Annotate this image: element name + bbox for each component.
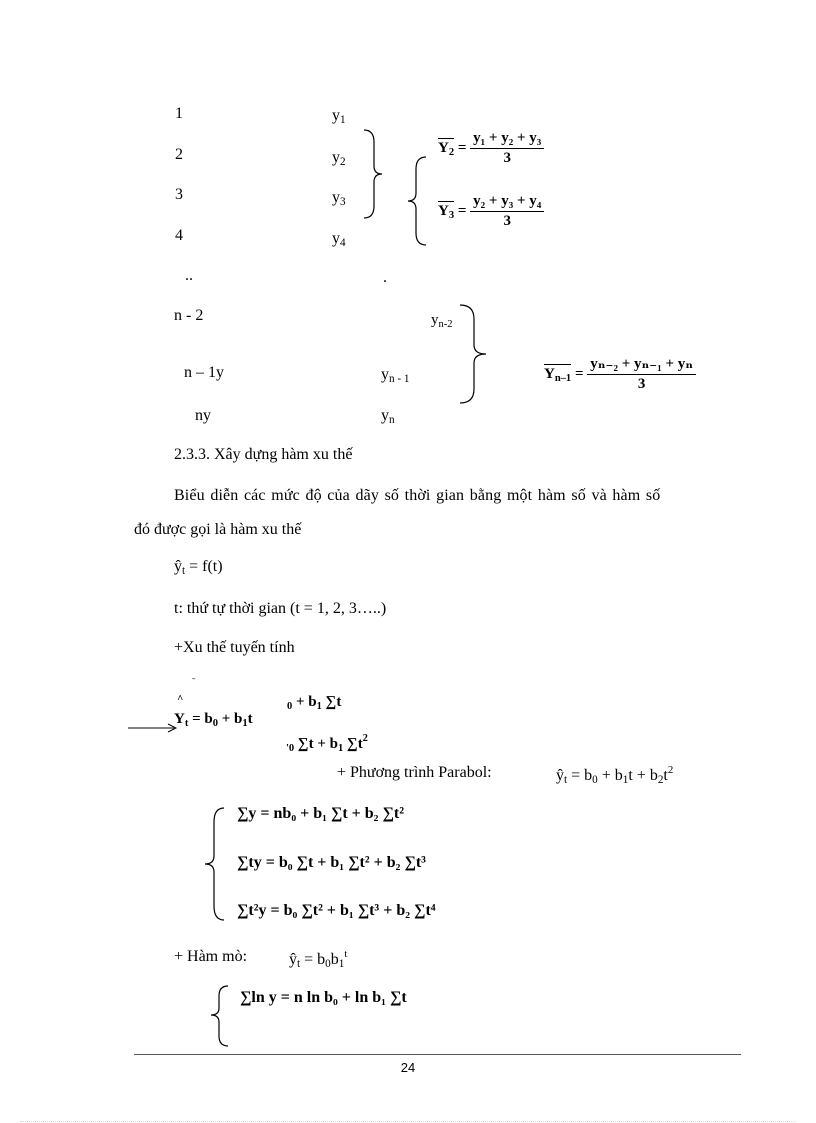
row-1-y-sub: 1 [340,114,346,126]
moving-avg-yn1-fraction [587,357,696,392]
row-1-t: 1 [175,105,183,122]
exponential-formula [289,949,347,970]
linear-eq-rhs: = b [188,711,213,727]
linear-frag1-d: ∑t [321,694,342,710]
exponential-y: ŷ [289,951,297,968]
moving-avg-y3-sub: 3 [448,209,455,221]
linear-eq-b1: 1 [242,718,248,729]
row-3-y [332,190,346,208]
parabola-b2: 2 [657,774,664,786]
linear-frag2-b: ∑t + b [294,736,338,752]
parabola-y: ŷ [556,767,564,784]
linear-trend-label: +Xu thế tuyến tính [174,639,295,656]
moving-avg-y3-denominator: 3 [503,213,511,229]
linear-eq-lhs: Y [174,711,185,727]
moving-avg-y3-fraction [470,194,544,229]
exponential-b1: 1 [338,958,345,970]
moving-avg-y2-lhs [438,138,454,159]
row-1-y [332,108,346,126]
row-n1-y-sub: n - 1 [389,373,410,385]
row-n2-y-letter: y [431,312,439,328]
t-definition: t: thứ tự thời gian (t = 1, 2, 3…..) [174,600,387,617]
moving-avg-y2 [438,131,544,166]
linear-frag1-c: 1 [316,701,322,712]
formula-general-rhs: = f(t) [185,558,223,575]
hat-mark: ^ [177,693,184,705]
moving-avg-y3 [438,194,544,229]
moving-avg-yn1-numerator: yₙ₋₂ + yₙ₋₁ + yₙ [587,357,696,375]
parabola-system-eq-3: ∑t²y = b₀ ∑t² + b₁ ∑t³ + b₂ ∑t⁴ [237,902,436,919]
row-2-t: 2 [175,146,183,163]
parabola-sub: t [564,774,568,786]
parabola-system-eq-2: ∑ty = b₀ ∑t + b₁ ∑t² + b₂ ∑t³ [237,854,426,871]
row-2-y [332,150,346,168]
moving-avg-y3-lhs [438,201,454,222]
row-n1-t: n – 1y [184,364,224,381]
row-3-y-sub: 3 [340,196,346,208]
row-n-y-sub: n [389,414,395,426]
exponential-sub: t [297,958,301,970]
exponential-b: b [330,951,339,968]
formula-general [174,559,223,577]
page-bottom-border [20,1121,796,1122]
moving-avg-yn1 [544,357,696,392]
parabola-b0: 0 [592,774,598,786]
moving-avg-y3-numerator: y₂ + y₃ + y₄ [470,194,544,212]
arrow-icon [128,722,180,734]
moving-avg-yn1-eq: = [574,365,584,382]
linear-eq-b0: 0 [212,718,218,729]
moving-avg-y2-sub: 2 [448,146,455,158]
exponential-b0: 0 [325,958,331,970]
exponential-label: + Hàm mò: [174,948,248,965]
brace-rows-1-3 [362,128,386,220]
exponential-rhs: = b [300,951,326,968]
row-n2-y [431,313,453,331]
parabola-exp: 2 [667,764,674,776]
moving-avg-y2-fraction [470,131,544,166]
parabola-b1: 1 [622,774,629,786]
brace-exponential-system [208,984,232,1048]
parabola-formula [556,765,673,786]
moving-avg-yn1-sub: n–1 [554,372,572,384]
linear-eq-t: t [247,711,253,727]
row-n2-y-sub: n-2 [438,319,453,330]
dots-right: . [383,269,387,286]
linear-frag2-c: 1 [338,743,344,754]
row-2-y-letter: y [332,149,340,166]
row-3-t: 3 [175,186,183,203]
row-n1-y-letter: y [381,366,389,383]
parabola-system-eq-1: ∑y = nb₀ + b₁ ∑t + b₂ ∑t² [237,805,405,822]
linear-eq-sub: t [184,718,189,729]
row-1-y-letter: y [332,107,340,124]
parabola-label: + Phương trình Parabol: [337,764,492,781]
linear-normal-fragment-1 [287,695,341,713]
row-4-y [332,231,346,249]
row-4-y-sub: 4 [340,237,346,249]
parabola-t2: t [663,767,668,784]
brace-parabola-system [202,806,228,922]
moving-avg-y2-eq: = [457,139,467,156]
row-n-t: ny [195,407,211,424]
moving-avg-yn1-denominator: 3 [637,376,646,392]
linear-frag1-a: 0 [287,701,293,712]
footer-divider [134,1054,741,1055]
row-n-y-letter: y [381,407,389,424]
exponential-exp: t [344,948,348,960]
row-n-y [381,408,395,426]
parabola-t1: t + b [628,767,658,784]
section-heading: 2.3.3. Xây dựng hàm xu thế [174,446,353,463]
page-number: 24 [400,1060,416,1075]
linear-frag2-e: 2 [362,733,368,744]
paragraph-line-2: đó được gọi là hàm xu thế [134,521,302,538]
formula-general-lhs: ŷ [174,558,182,575]
moving-avg-y3-letter: Y [438,202,449,219]
linear-frag2-a: '0 [286,743,295,754]
linear-frag1-b: + b [292,694,317,710]
moving-avg-y2-letter: Y [438,139,449,156]
moving-avg-y2-numerator: y₁ + y₂ + y₃ [470,131,544,149]
moving-avg-yn1-letter: Y [544,365,555,382]
row-3-y-letter: y [332,189,340,206]
moving-avg-yn1-lhs [544,364,571,385]
row-n2-t: n - 2 [174,307,204,324]
parabola-p1: + b [597,767,623,784]
formula-general-sub: t [182,565,186,577]
row-2-y-sub: 2 [340,156,346,168]
parabola-rhs: = b [567,767,593,784]
linear-frag2-d: ∑t [343,736,363,752]
moving-avg-y2-denominator: 3 [503,150,511,166]
linear-eq-plus: + b [217,711,243,727]
moving-avg-y3-eq: = [457,202,467,219]
dots-left: .. [185,267,193,284]
linear-normal-fragment-2 [286,734,368,755]
brace-rows-2-4 [406,155,430,247]
linear-trend-equation [174,712,253,730]
brace-rows-n [458,303,492,405]
exponential-system-eq-1: ∑ln y = n ln b₀ + ln b₁ ∑t [240,989,407,1006]
row-n1-y [381,367,410,385]
row-4-t: 4 [175,227,183,244]
stray-mark: ˉ [192,677,196,688]
paragraph-line-1: Biểu diễn các mức độ của dãy số thời gian bằng một hàm số và hàm số [174,487,661,504]
row-4-y-letter: y [332,230,340,247]
